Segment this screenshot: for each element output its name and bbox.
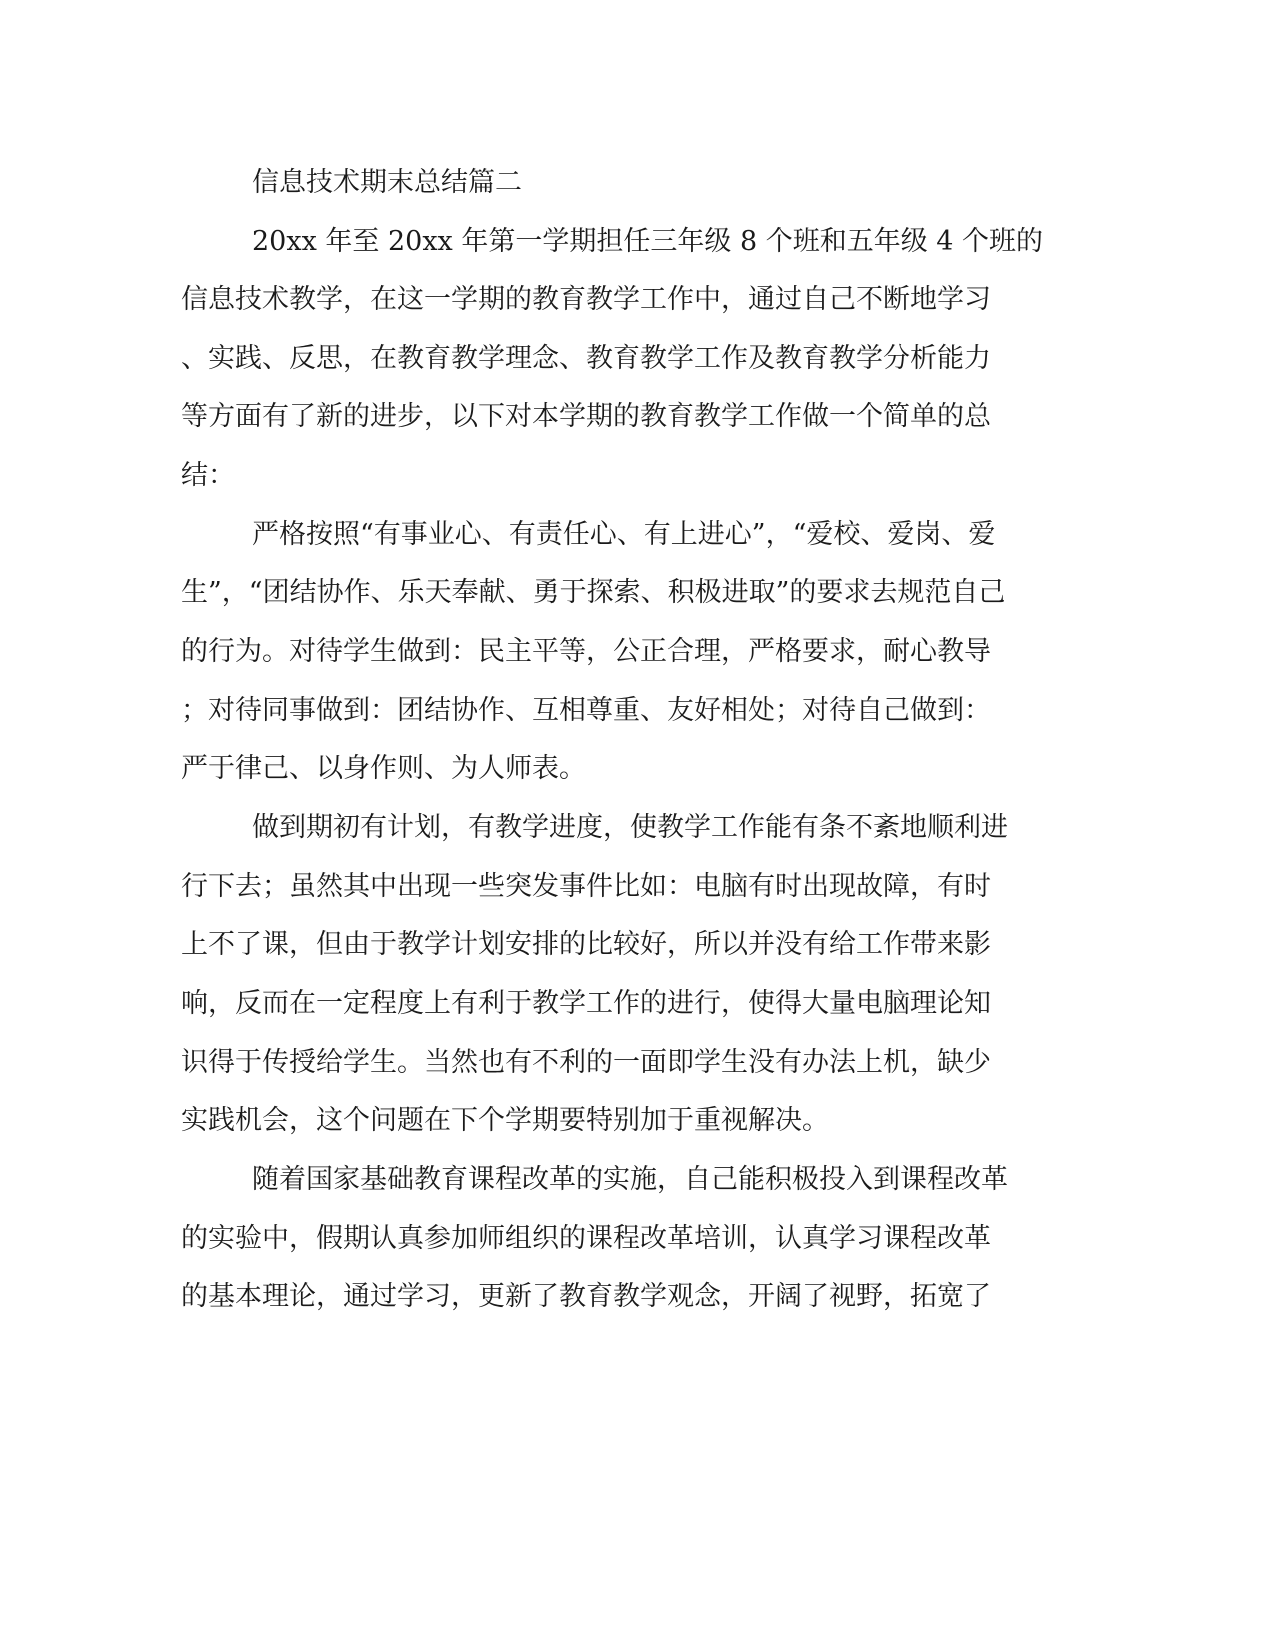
paragraph-3-line-6: 实践机会，这个问题在下个学期要特别加于重视解决。 <box>181 1105 829 1136</box>
paragraph-3-line-1: 做到期初有计划，有教学进度，使教学工作能有条不紊地顺利进 <box>252 812 1008 843</box>
paragraph-2-line-2: 生”，“团结协作、乐天奉献、勇于探索、积极进取”的要求去规范自己 <box>181 577 1006 608</box>
paragraph-1-line-1: 20xx 年至 20xx 年第一学期担任三年级 8 个班和五年级 4 个班的 <box>252 226 1044 257</box>
paragraph-3-line-3: 上不了课，但由于教学计划安排的比较好，所以并没有给工作带来影 <box>181 929 991 960</box>
paragraph-1-line-2: 信息技术教学，在这一学期的教育教学工作中，通过自己不断地学习 <box>181 284 991 315</box>
paragraph-3-line-4: 响，反而在一定程度上有利于教学工作的进行，使得大量电脑理论知 <box>181 988 991 1019</box>
paragraph-3-line-5: 识得于传授给学生。当然也有不利的一面即学生没有办法上机，缺少 <box>181 1047 991 1078</box>
document-heading: 信息技术期末总结篇二 <box>252 167 522 198</box>
paragraph-3-line-2: 行下去；虽然其中出现一些突发事件比如：电脑有时出现故障，有时 <box>181 871 991 902</box>
paragraph-2-line-4: ；对待同事做到：团结协作、互相尊重、友好相处；对待自己做到： <box>181 695 991 726</box>
paragraph-1-line-3: 、实践、反思，在教育教学理念、教育教学工作及教育教学分析能力 <box>181 343 991 374</box>
paragraph-2-line-1: 严格按照“有事业心、有责任心、有上进心”，“爱校、爱岗、爱 <box>252 519 996 550</box>
paragraph-2-line-3: 的行为。对待学生做到：民主平等，公正合理，严格要求，耐心教导 <box>181 636 991 667</box>
paragraph-4-line-1: 随着国家基础教育课程改革的实施，自己能积极投入到课程改革 <box>252 1164 1008 1195</box>
paragraph-4-line-3: 的基本理论，通过学习，更新了教育教学观念，开阔了视野，拓宽了 <box>181 1281 991 1312</box>
paragraph-2-line-5: 严于律己、以身作则、为人师表。 <box>181 753 586 784</box>
paragraph-4-line-2: 的实验中，假期认真参加师组织的课程改革培训，认真学习课程改革 <box>181 1223 991 1254</box>
paragraph-1-line-4: 等方面有了新的进步，以下对本学期的教育教学工作做一个简单的总 <box>181 401 991 432</box>
paragraph-1-line-5: 结： <box>181 460 235 491</box>
